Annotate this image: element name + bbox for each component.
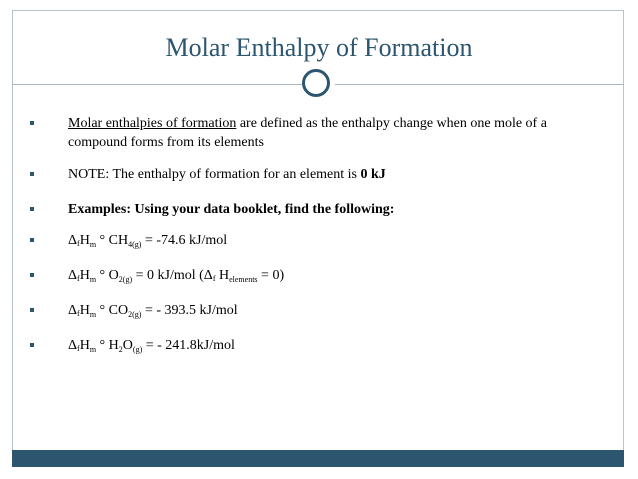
note-value: 0 kJ xyxy=(360,167,386,182)
bullet-dot xyxy=(30,343,34,347)
examples-heading: Examples: Using your data booklet, find the following: xyxy=(68,202,395,217)
footer-bar xyxy=(12,450,624,467)
title-rule-right xyxy=(335,84,624,85)
bullet-dot xyxy=(30,121,34,125)
definition-term: Molar enthalpies of formation xyxy=(68,116,237,131)
title-circle-ornament xyxy=(302,69,330,97)
bullet-dot xyxy=(30,308,34,312)
title-rule-left xyxy=(12,84,302,85)
equation-co2: ΔfH$_m$ ° $CO_{2(g)}$ = - 393.5 kJ/mol xyxy=(68,303,238,319)
equation-ch4: ΔfH$_m$ ° $CH_{4(g)} = -74.6$ kJ/mol xyxy=(68,233,228,249)
equation-h2o: ΔfH$_m$ ° $H_2O_{(g)}$ = - 241.8kJ/mol xyxy=(68,338,235,354)
definition-text: are defined as the enthalpy change when one mole of a compound forms from its elements xyxy=(68,116,547,150)
note-text: NOTE: The enthalpy of formation for an element is xyxy=(68,167,361,182)
equation-o2: ΔfH$_m$ ° $O_{2(g)} = 0$ kJ/mol (Δf $H_{elements} = 0$) xyxy=(68,268,285,284)
bullet-dot xyxy=(30,273,34,277)
bullet-dot xyxy=(30,207,34,211)
slide-title: Molar Enthalpy of Formation xyxy=(165,33,473,62)
bullet-dot xyxy=(30,238,34,242)
bullet-dot xyxy=(30,172,34,176)
